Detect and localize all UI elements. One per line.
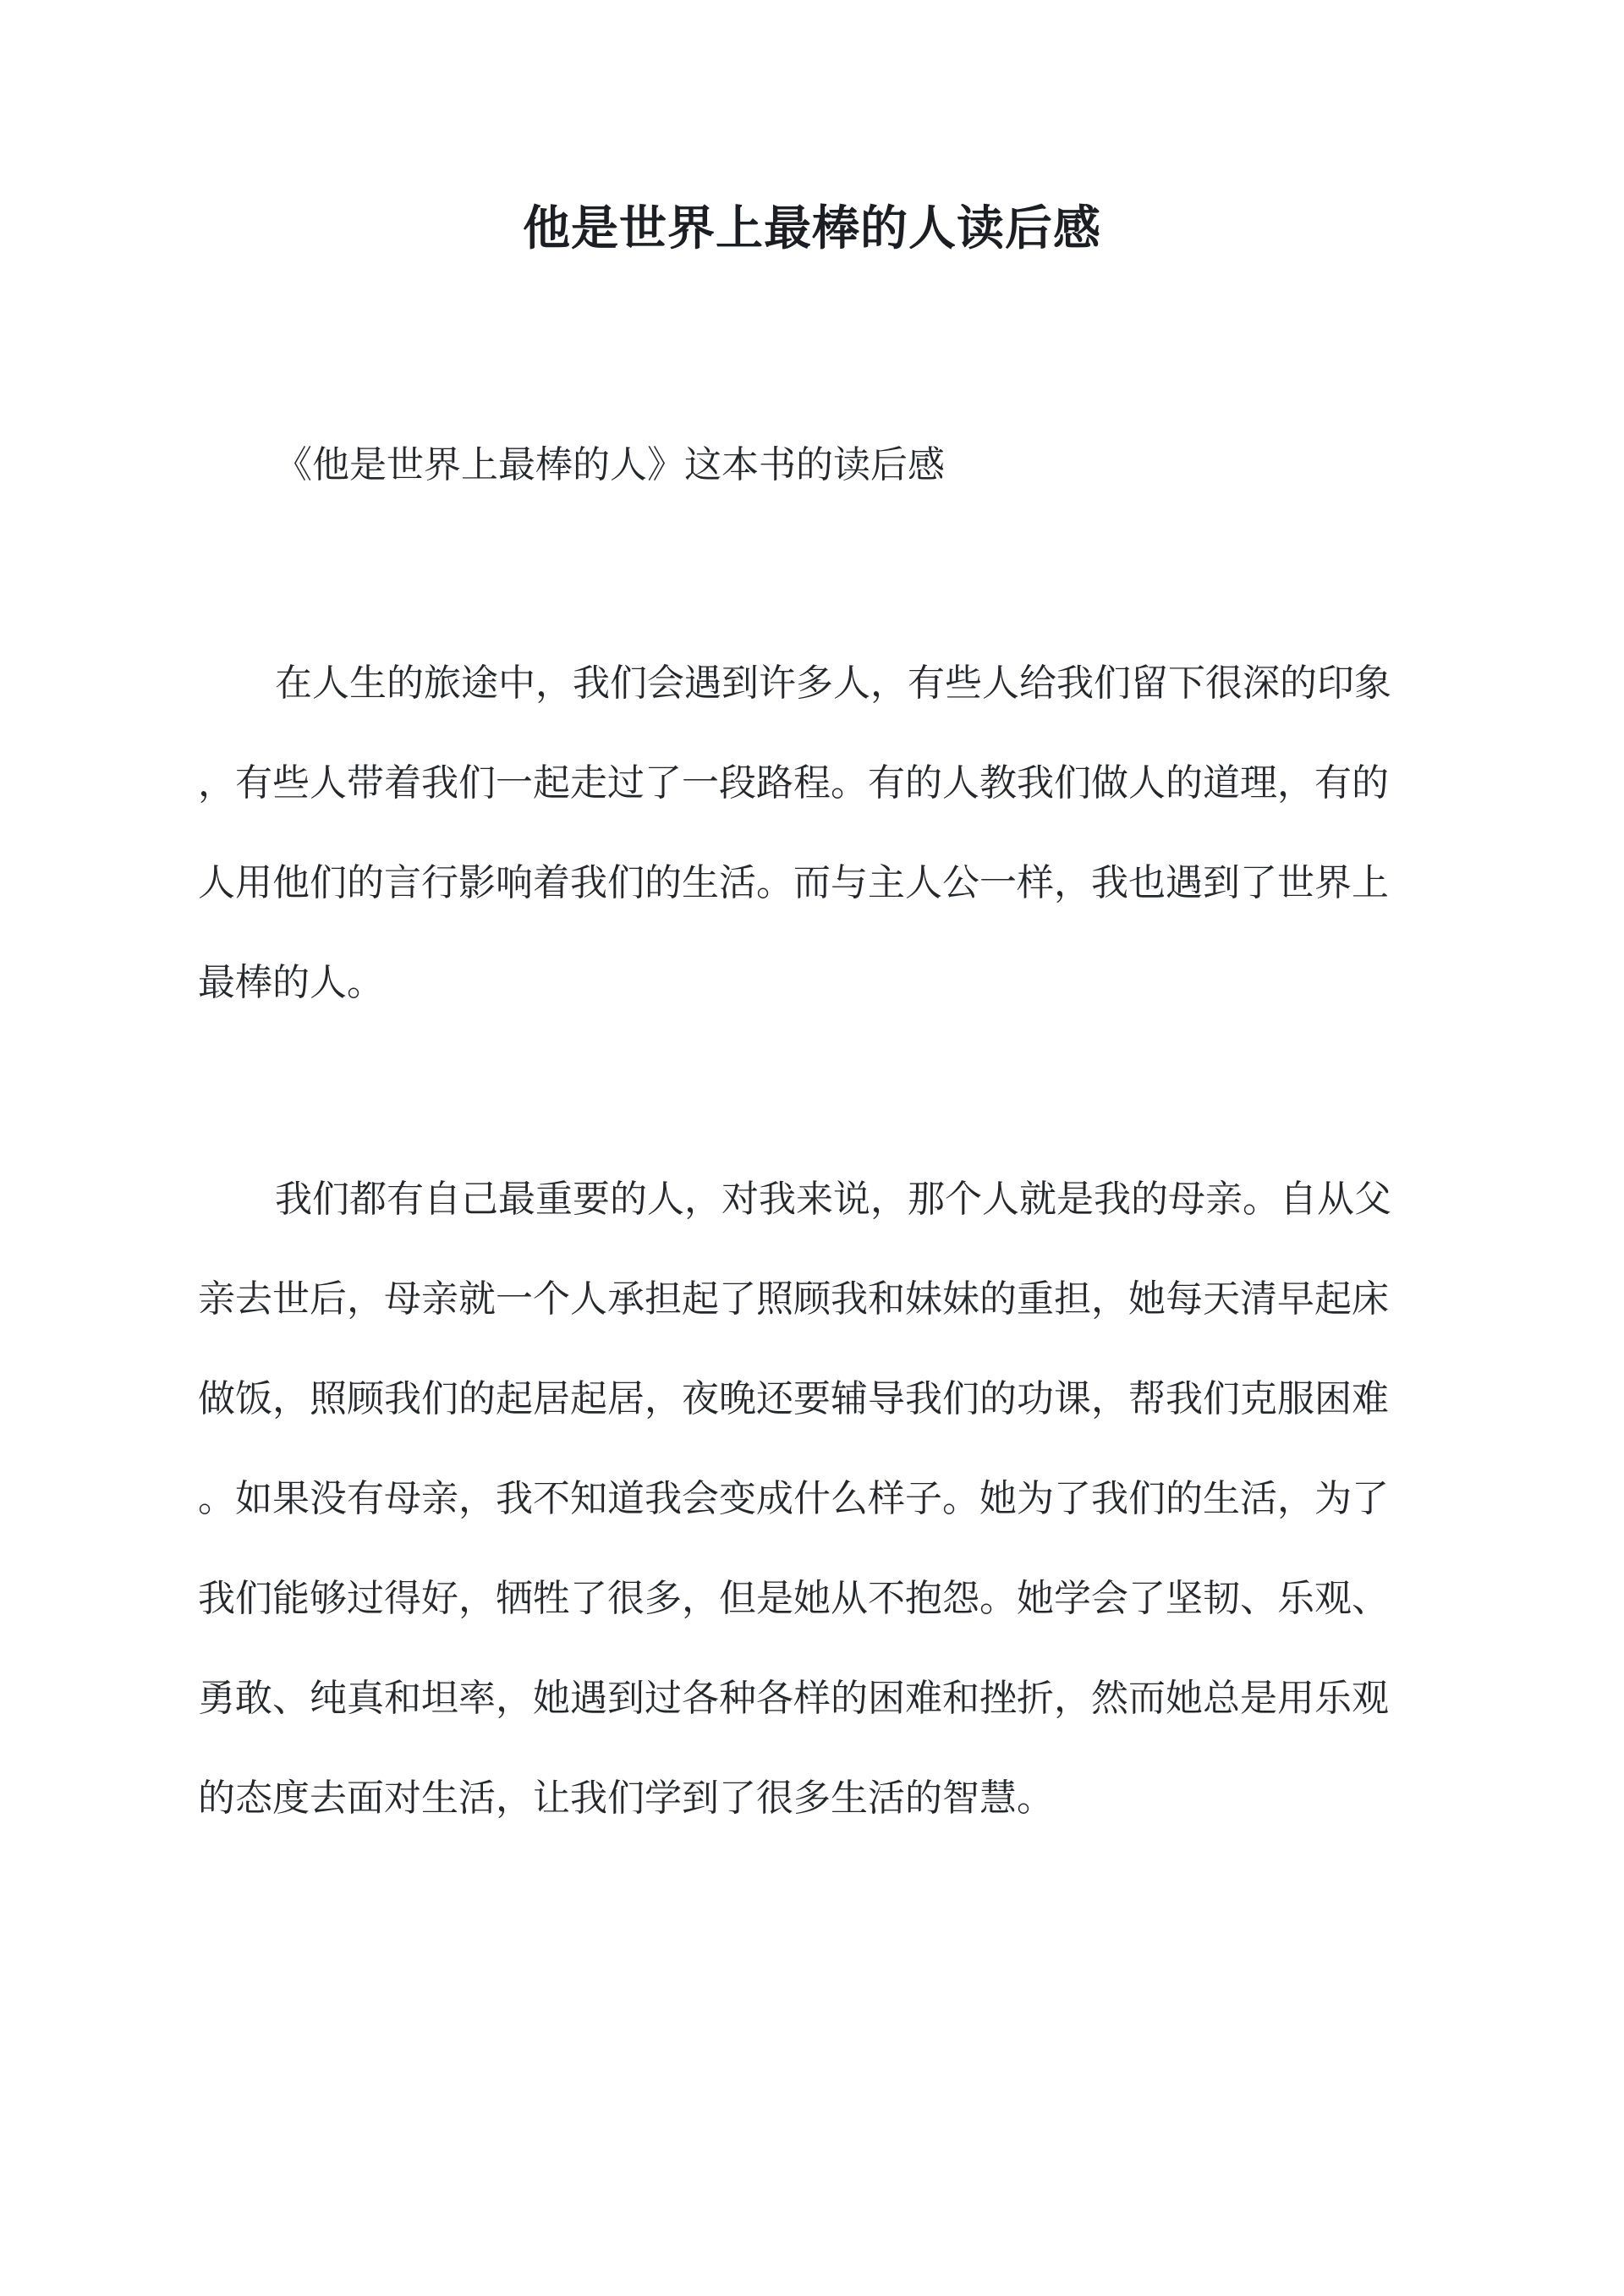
paragraph-line: 我们都有自己最重要的人，对我来说，那个人就是我的母亲。自从父 bbox=[275, 1178, 1391, 1221]
paragraph-line: 做饭，照顾我们的起居起居，夜晚还要辅导我们的功课，帮我们克服困难 bbox=[198, 1377, 1389, 1420]
paragraph-line: 最棒的人。 bbox=[198, 961, 384, 1004]
paragraph-line: 人用他们的言行影响着我们的生活。而与主人公一样，我也遇到了世界上 bbox=[198, 861, 1389, 904]
paragraph-line: 勇敢、纯真和坦率，她遇到过各种各样的困难和挫折，然而她总是用乐观 bbox=[198, 1677, 1389, 1720]
paragraph-line: 的态度去面对生活，让我们学到了很多生活的智慧。 bbox=[198, 1777, 1054, 1820]
document-title: 他是世界上最棒的人读后感 bbox=[523, 200, 1101, 256]
paragraph-line: 亲去世后，母亲就一个人承担起了照顾我和妹妹的重担，她每天清早起床 bbox=[198, 1277, 1389, 1321]
paragraph-line: 。如果没有母亲，我不知道我会变成什么样子。她为了我们的生活，为了 bbox=[198, 1477, 1389, 1520]
paragraph-intro bbox=[198, 658, 1426, 1057]
paragraph-line: 我们能够过得好，牺牲了很多，但是她从不抱怨。她学会了坚韧、乐观、 bbox=[198, 1577, 1389, 1620]
paragraph-line: 在人生的旅途中，我们会遇到许多人，有些人给我们留下很深的印象 bbox=[275, 662, 1391, 705]
document-subtitle: 《他是世界上最棒的人》这本书的读后感 bbox=[275, 443, 945, 486]
paragraph-mother bbox=[198, 1174, 1426, 1873]
paragraph-line: ，有些人带着我们一起走过了一段路程。有的人教我们做人的道理，有的 bbox=[198, 761, 1389, 805]
